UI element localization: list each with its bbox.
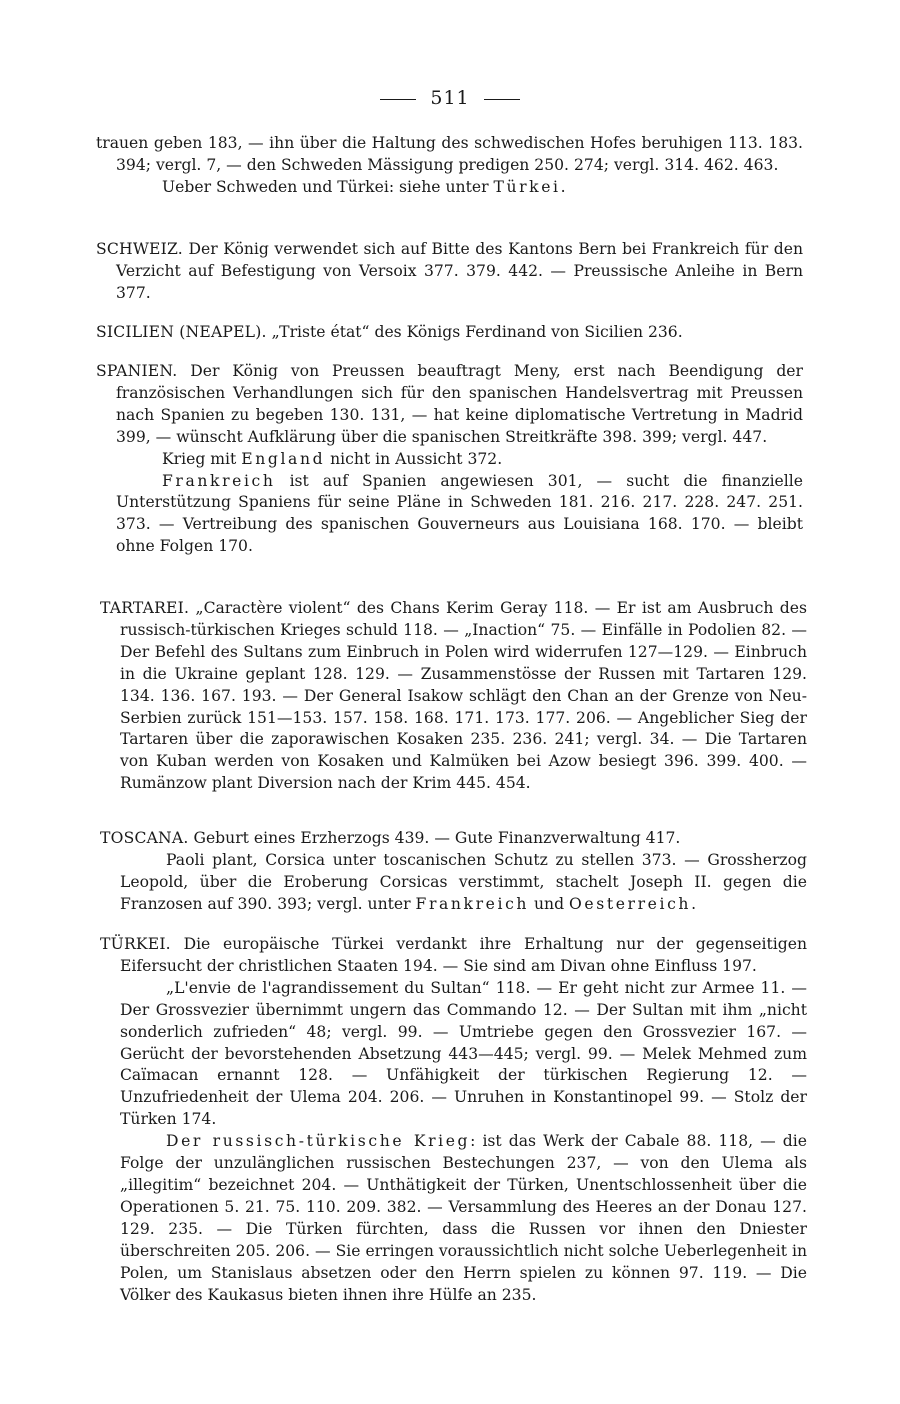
- entry-heading: SCHWEIZ.: [96, 240, 183, 258]
- entry-sicilien: [96, 322, 803, 344]
- entry-text: Der König verwendet sich auf Bitte des Kantons Bern bei Frankreich für den Verzicht auf Befestigung von Versoix 377. 379. 442. — Preussische Anleihe in Bern 377.: [116, 240, 803, 302]
- entry-schweiz: [96, 239, 803, 305]
- text-run: ist auf Spanien angewiesen 301, — sucht die finanzielle Unterstützung Spaniens für seine Pläne in Schweden 181. 216. 217. 228. 247. 251. 373. — Vertreibung des spanischen Gouverneurs aus Louisiana 168. 170. — bleibt ohne Folgen 170.: [116, 471, 803, 556]
- entry-body: [96, 239, 803, 305]
- spaced-reference: Frankreich: [162, 471, 276, 490]
- text-run: Ueber Schweden und Türkei: siehe unter: [162, 177, 494, 196]
- text-run: .: [691, 894, 697, 913]
- entry-subparagraph: [100, 1131, 807, 1306]
- spaced-reference: Türkei: [493, 177, 561, 196]
- entry-heading: SPANIEN.: [96, 362, 178, 380]
- entry-subparagraph: [100, 850, 807, 916]
- entry-heading: TÜRKEI.: [100, 935, 171, 953]
- entry-tuerkei: [100, 934, 807, 1306]
- entry-subparagraph: [96, 177, 803, 199]
- entry-text: „Caractère violent“ des Chans Kerim Geray 118. — Er ist am Ausbruch des russisch-türkischen Krieges schuld 118. — „Inaction“ 75. — Einfälle in Podolien 82. — Der Befehl des Sultans zum Einbruch in Polen wird widerrufen 127—129. — Einbruch in die Ukraine geplant 128. 129. — Zusammenstösse der Russen mit Tartaren 129. 134. 136. 167. 193. — Der General Isakow schlägt den Chan an der Grenze von Neu-Serbien zurück 151—153. 157. 158. 168. 171. 173. 177. 206. — Angeblicher Sieg der Tartaren über die zaporawischen Kosaken 235. 236. 241; vergl. 34. — Die Tartaren von Kuban werden von Kosaken und Kalmüken bei Azow besiegt 396. 399. 400. — Rumänzow plant Diversion nach der Krim 445. 454.: [120, 599, 807, 793]
- page-number: [0, 88, 900, 110]
- entry-body: [96, 361, 803, 449]
- entry-body: [96, 322, 803, 344]
- text-run: und: [529, 894, 570, 913]
- entry-schweden-continued: [96, 133, 803, 199]
- entry-toscana: [100, 828, 807, 916]
- text-run: Paoli plant, Corsica unter toscanischen Schutz zu stellen 373. — Grossherzog Leopold, über die Eroberung Corsicas verstimmt, stachelt Joseph II. gegen die Franzosen auf 390. 393; vergl. unter: [120, 850, 807, 913]
- entry-body: [100, 934, 807, 978]
- entry-spanien: [96, 361, 803, 558]
- spaced-reference: Oesterreich: [569, 894, 692, 913]
- entry-text: Der König von Preussen beauftragt Meny, erst nach Beendigung der französischen Verhandlungen sich für den spanischen Handelsvertrag mit Preussen nach Spanien zu begeben 130. 131, — hat keine diplomatische Vertretung in Madrid 399, — wünscht Aufklärung über die spanischen Streitkräfte 398. 399; vergl. 447.: [116, 362, 803, 446]
- spaced-reference: England: [241, 449, 326, 468]
- entry-tartarei: [100, 598, 807, 795]
- text-run: Krieg mit: [162, 449, 242, 468]
- entry-body: [100, 828, 807, 850]
- entry-subparagraph: „L'envie de l'agrandissement du Sultan“ 118. — Er geht nicht zur Armee 11. — Der Grossvezier übernimmt ungern das Commando 12. — Der Sultan mit ihm „nicht sonderlich zufrieden“ 48; vergl. 99. — Umtriebe gegen den Grossvezier 167. — Gerücht der bevorstehenden Absetzung 443—445; vergl. 99. — Melek Mehmed zum Caïmacan ernannt 128. — Unfähigkeit der türkischen Regierung 12. — Unzufriedenheit der Ulema 204. 206. — Unruhen in Konstantinopel 99. — Stolz der Türken 174.: [120, 978, 807, 1129]
- folio-rule-right: [484, 99, 520, 100]
- text-run: : ist das Werk der Cabale 88. 118, — die Folge der unzulänglichen russischen Bestechungen 237, — von den Ulema als „illegitim“ bezeichnet 204. — Unthätigkeit der Türken, Unentschlossenheit über die Operationen 5. 21. 75. 110. 209. 382. — Versammlung des Heeres an der Donau 127. 129. 235. — Die Türken fürchten, dass die Russen vor ihnen den Dniester überschreiten 205. 206. — Sie erringen voraussichtlich nicht solche Ueberlegenheit in Polen, um Stanislaus absetzen oder den Herrn spielen zu können 97. 119. — Die Völker des Kaukasus bieten ihnen ihre Hülfe an 235.: [120, 1132, 807, 1304]
- entry-heading: TARTAREI.: [100, 599, 190, 617]
- entry-text: „Triste état“ des Königs Ferdinand von Sicilien 236.: [271, 323, 683, 341]
- folio-rule-left: [380, 99, 416, 100]
- entry-body: [100, 598, 807, 795]
- entry-text: Geburt eines Erzherzogs 439. — Gute Finanzverwaltung 417.: [193, 829, 681, 847]
- text-run: .: [560, 177, 566, 196]
- entry-subparagraph: [96, 449, 803, 471]
- spaced-reference: Frankreich: [415, 894, 530, 913]
- entry-subparagraph: [96, 471, 803, 559]
- spaced-reference: Der russisch-türkische Krieg: [166, 1132, 471, 1151]
- entry-heading: SICILIEN (NEAPEL).: [96, 323, 267, 341]
- entry-heading: TOSCANA.: [100, 829, 189, 847]
- entry-body: trauen geben 183, — ihn über die Haltung des schwedischen Hofes beruhigen 113. 183. 394; vergl. 7, — den Schweden Mässigung predigen 250. 274; vergl. 314. 462. 463.: [96, 134, 803, 174]
- text-run: nicht in Aussicht 372.: [325, 449, 503, 468]
- entry-text: Die europäische Türkei verdankt ihre Erhaltung nur der gegenseitigen Eifersucht der christlichen Staaten 194. — Sie sind am Divan ohne Einfluss 197.: [120, 935, 807, 975]
- page-number-text: 511: [430, 87, 470, 109]
